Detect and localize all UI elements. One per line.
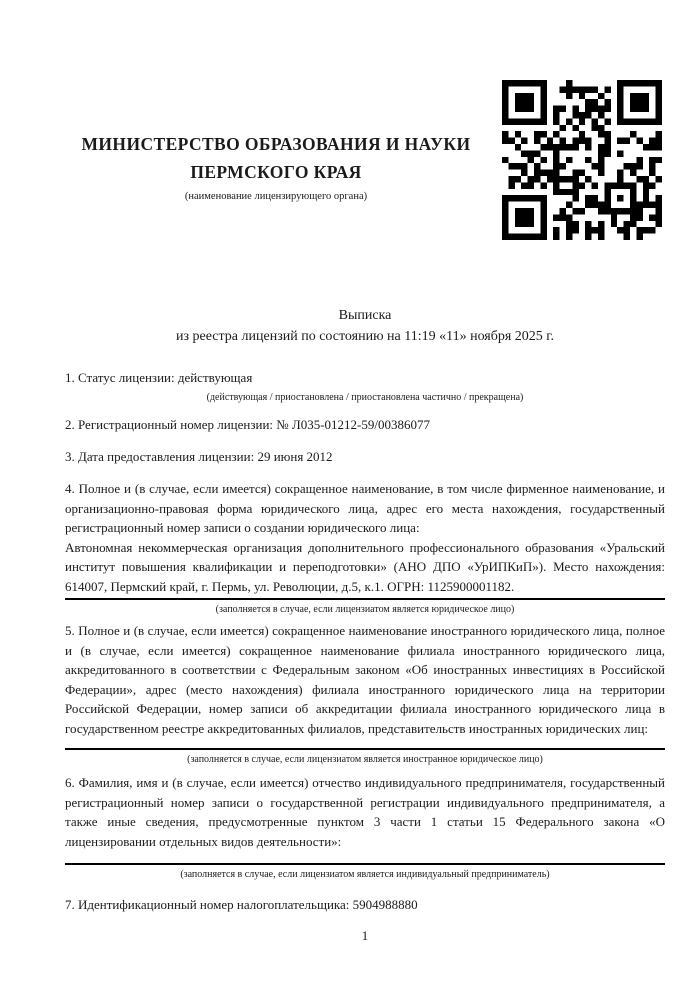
document-title xyxy=(65,305,665,347)
ministry-name-line1: МИНИСТЕРСТВО ОБРАЗОВАНИЯ И НАУКИ xyxy=(81,134,471,154)
licensing-authority-header xyxy=(62,130,490,205)
ministry-name-line2: ПЕРМСКОГО КРАЯ xyxy=(190,162,362,182)
section-legal-entity xyxy=(65,479,665,617)
license-status-text: 1. Статус лицензии: действующая xyxy=(65,370,253,385)
foreign-entity-rule xyxy=(65,748,665,750)
legal-entity-note: (заполняется в случае, если лицензиатом является юридическое лицо) xyxy=(215,604,515,615)
section-registration-number xyxy=(65,415,665,435)
legal-entity-rule xyxy=(65,598,665,600)
section-individual-entrepreneur xyxy=(65,773,665,882)
registration-number-text: 2. Регистрационный номер лицензии: № Л035-01212-59/00386077 xyxy=(65,417,431,432)
section-foreign-entity xyxy=(65,621,665,767)
individual-entrepreneur-note: (заполняется в случае, если лицензиатом является индивидуальный предприниматель) xyxy=(180,869,550,880)
ministry-name-caption: (наименование лицензирующего органа) xyxy=(184,191,368,202)
individual-entrepreneur-label: 6. Фамилия, имя и (в случае, если имеется) отчество индивидуального предпринимателя, государственный регистрационный номер записи о государственной регистрации индивидуального предпринимателя, а также иные сведения, предусмотренные пунктом 3 части 1 статьи 15 Федерального закона «О лицензировании отдельных видов деятельности»: xyxy=(65,775,665,849)
section-taxpayer-id xyxy=(65,895,665,915)
foreign-entity-label: 5. Полное и (в случае, если имеется) сокращенное наименование иностранного юридического лица, полное и (в случае, если имеется) сокращенное наименование филиала иностранного юридического лица, аккредитованного в соответствии с Федеральным законом «Об иностранных инвестициях в Российской Федерации», адрес (место нахождения) филиала иностранного юридического лица на территории Российской Федерации, номер записи об аккредитации филиала иностранного юридического лица в государственном реестре аккредитованных филиалов, представительств иностранных юридических лиц: xyxy=(65,623,665,736)
legal-entity-value: Автономная некоммерческая организация дополнительного профессионального образования «Уральский институт повышения квалификации и переподготовки» (АНО ДПО «УрИПКиП»). Место нахождения: 614007, Пермский край, г. Пермь, ул. Революции, д.5, к.1. ОГРН: 1125900001182. xyxy=(65,539,665,594)
taxpayer-id-text: 7. Идентификационный номер налогоплательщика: 5904988880 xyxy=(65,897,418,912)
grant-date-text: 3. Дата предоставления лицензии: 29 июня 2012 xyxy=(65,449,333,464)
document-title-line2: из реестра лицензий по состоянию на 11:19 «11» ноября 2025 г. xyxy=(176,329,554,344)
page-number: 1 xyxy=(361,928,369,943)
qr-code-icon xyxy=(502,80,662,240)
section-license-status xyxy=(65,368,665,405)
legal-entity-label: 4. Полное и (в случае, если имеется) сокращенное наименование, в том числе фирменное наименование, и организационно-правовая форма юридического лица, адрес его места нахождения, государственный регистрационный номер записи о создании юридического лица: xyxy=(65,481,665,535)
document-title-line1: Выписка xyxy=(338,308,392,323)
license-status-options-note: (действующая / приостановлена / приостановлена частично / прекращена) xyxy=(206,391,524,403)
section-grant-date xyxy=(65,447,665,467)
individual-entrepreneur-rule xyxy=(65,863,665,865)
foreign-entity-note: (заполняется в случае, если лицензиатом является иностранное юридическое лицо) xyxy=(187,754,543,765)
